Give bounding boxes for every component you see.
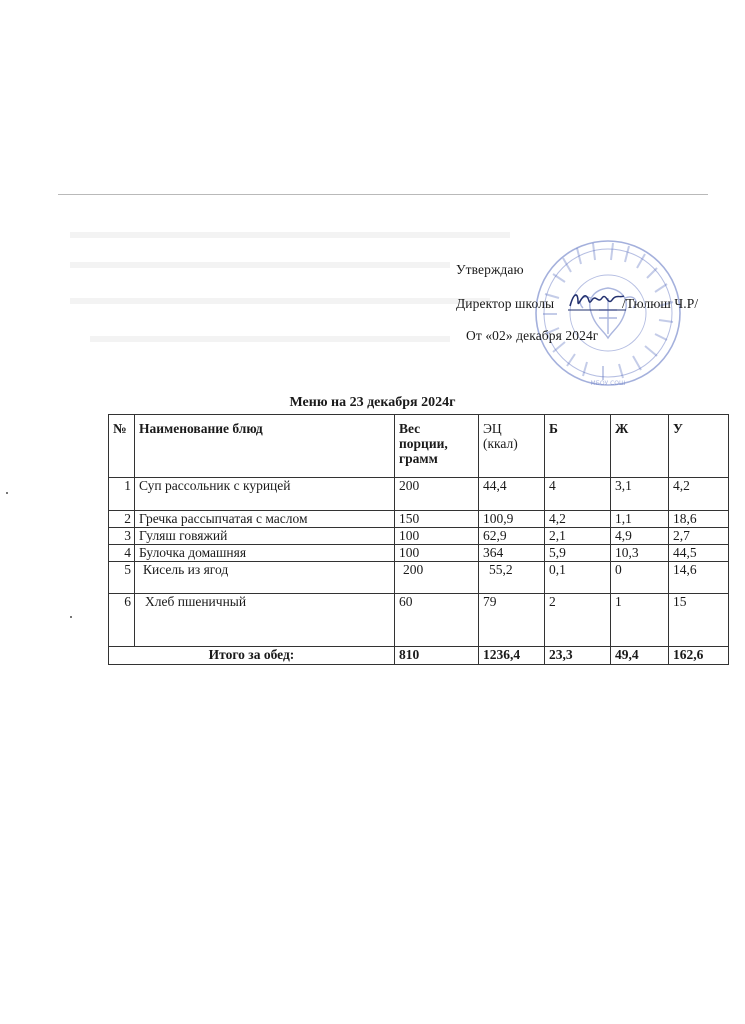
- dish-protein: 0,1: [545, 562, 611, 594]
- dish-energy: 364: [479, 545, 545, 562]
- dish-name: Гуляш говяжий: [135, 528, 395, 545]
- dish-fat: 0: [611, 562, 669, 594]
- scan-speck: [6, 492, 8, 494]
- approval-label: Утверждаю: [456, 262, 524, 277]
- director-name: /Тюлюш Ч.Р/: [622, 296, 699, 311]
- dish-name: Гречка рассыпчатая с маслом: [135, 511, 395, 528]
- table-row: [109, 562, 729, 594]
- dish-energy: 44,4: [479, 478, 545, 511]
- dish-protein: 4,2: [545, 511, 611, 528]
- dish-carb: 15: [669, 594, 729, 647]
- table-row: [109, 511, 729, 528]
- total-fat: 49,4: [611, 647, 669, 665]
- approval-date: От «02» декабря 2024г: [466, 328, 599, 343]
- row-number: 4: [109, 545, 135, 562]
- dish-carb: 44,5: [669, 545, 729, 562]
- bleed-through-line: [90, 336, 450, 342]
- total-weight: 810: [395, 647, 479, 665]
- dish-protein: 4: [545, 478, 611, 511]
- dish-protein: 2,1: [545, 528, 611, 545]
- scan-speck: [70, 616, 72, 618]
- dish-name: Кисель из ягод: [135, 562, 395, 594]
- header-energy: ЭЦ (ккал): [479, 415, 545, 478]
- dish-fat: 1: [611, 594, 669, 647]
- scan-edge-line: [58, 194, 708, 195]
- header-carb: У: [669, 415, 729, 478]
- table-row: [109, 545, 729, 562]
- dish-energy: 79: [479, 594, 545, 647]
- table-row: [109, 528, 729, 545]
- header-weight: Вес порции, грамм: [395, 415, 479, 478]
- dish-carb: 4,2: [669, 478, 729, 511]
- director-prefix: Директор школы: [456, 296, 555, 311]
- dish-weight: 100: [395, 545, 479, 562]
- dish-fat: 1,1: [611, 511, 669, 528]
- signature-icon: [566, 284, 628, 318]
- dish-carb: 18,6: [669, 511, 729, 528]
- dish-carb: 14,6: [669, 562, 729, 594]
- total-label: Итого за обед:: [109, 647, 395, 665]
- dish-weight: 100: [395, 528, 479, 545]
- menu-title: Меню на 23 декабря 2024г: [289, 395, 456, 410]
- table-row: [109, 478, 729, 511]
- total-protein: 23,3: [545, 647, 611, 665]
- row-number: 6: [109, 594, 135, 647]
- dish-weight: 200: [395, 562, 479, 594]
- row-number: 2: [109, 511, 135, 528]
- dish-name: Булочка домашняя: [135, 545, 395, 562]
- dish-weight: 200: [395, 478, 479, 511]
- header-fat: Ж: [611, 415, 669, 478]
- menu-table: [108, 414, 729, 665]
- bleed-through-line: [70, 232, 510, 238]
- bleed-through-line: [70, 298, 490, 304]
- row-number: 1: [109, 478, 135, 511]
- dish-weight: 150: [395, 511, 479, 528]
- dish-energy: 55,2: [479, 562, 545, 594]
- header-protein: Б: [545, 415, 611, 478]
- header-row: [109, 415, 729, 478]
- total-energy: 1236,4: [479, 647, 545, 665]
- header-number: №: [109, 415, 135, 478]
- table-row: [109, 594, 729, 647]
- dish-fat: 3,1: [611, 478, 669, 511]
- row-number: 3: [109, 528, 135, 545]
- seal-text: МБОУ СОШ: [590, 380, 626, 387]
- bleed-through-line: [70, 262, 450, 268]
- total-row: [109, 647, 729, 665]
- dish-fat: 4,9: [611, 528, 669, 545]
- dish-name: Хлеб пшеничный: [135, 594, 395, 647]
- dish-name: Суп рассольник с курицей: [135, 478, 395, 511]
- dish-energy: 100,9: [479, 511, 545, 528]
- dish-weight: 60: [395, 594, 479, 647]
- dish-protein: 5,9: [545, 545, 611, 562]
- dish-carb: 2,7: [669, 528, 729, 545]
- row-number: 5: [109, 562, 135, 594]
- header-dish-name: Наименование блюд: [135, 415, 395, 478]
- dish-protein: 2: [545, 594, 611, 647]
- total-carb: 162,6: [669, 647, 729, 665]
- dish-energy: 62,9: [479, 528, 545, 545]
- dish-fat: 10,3: [611, 545, 669, 562]
